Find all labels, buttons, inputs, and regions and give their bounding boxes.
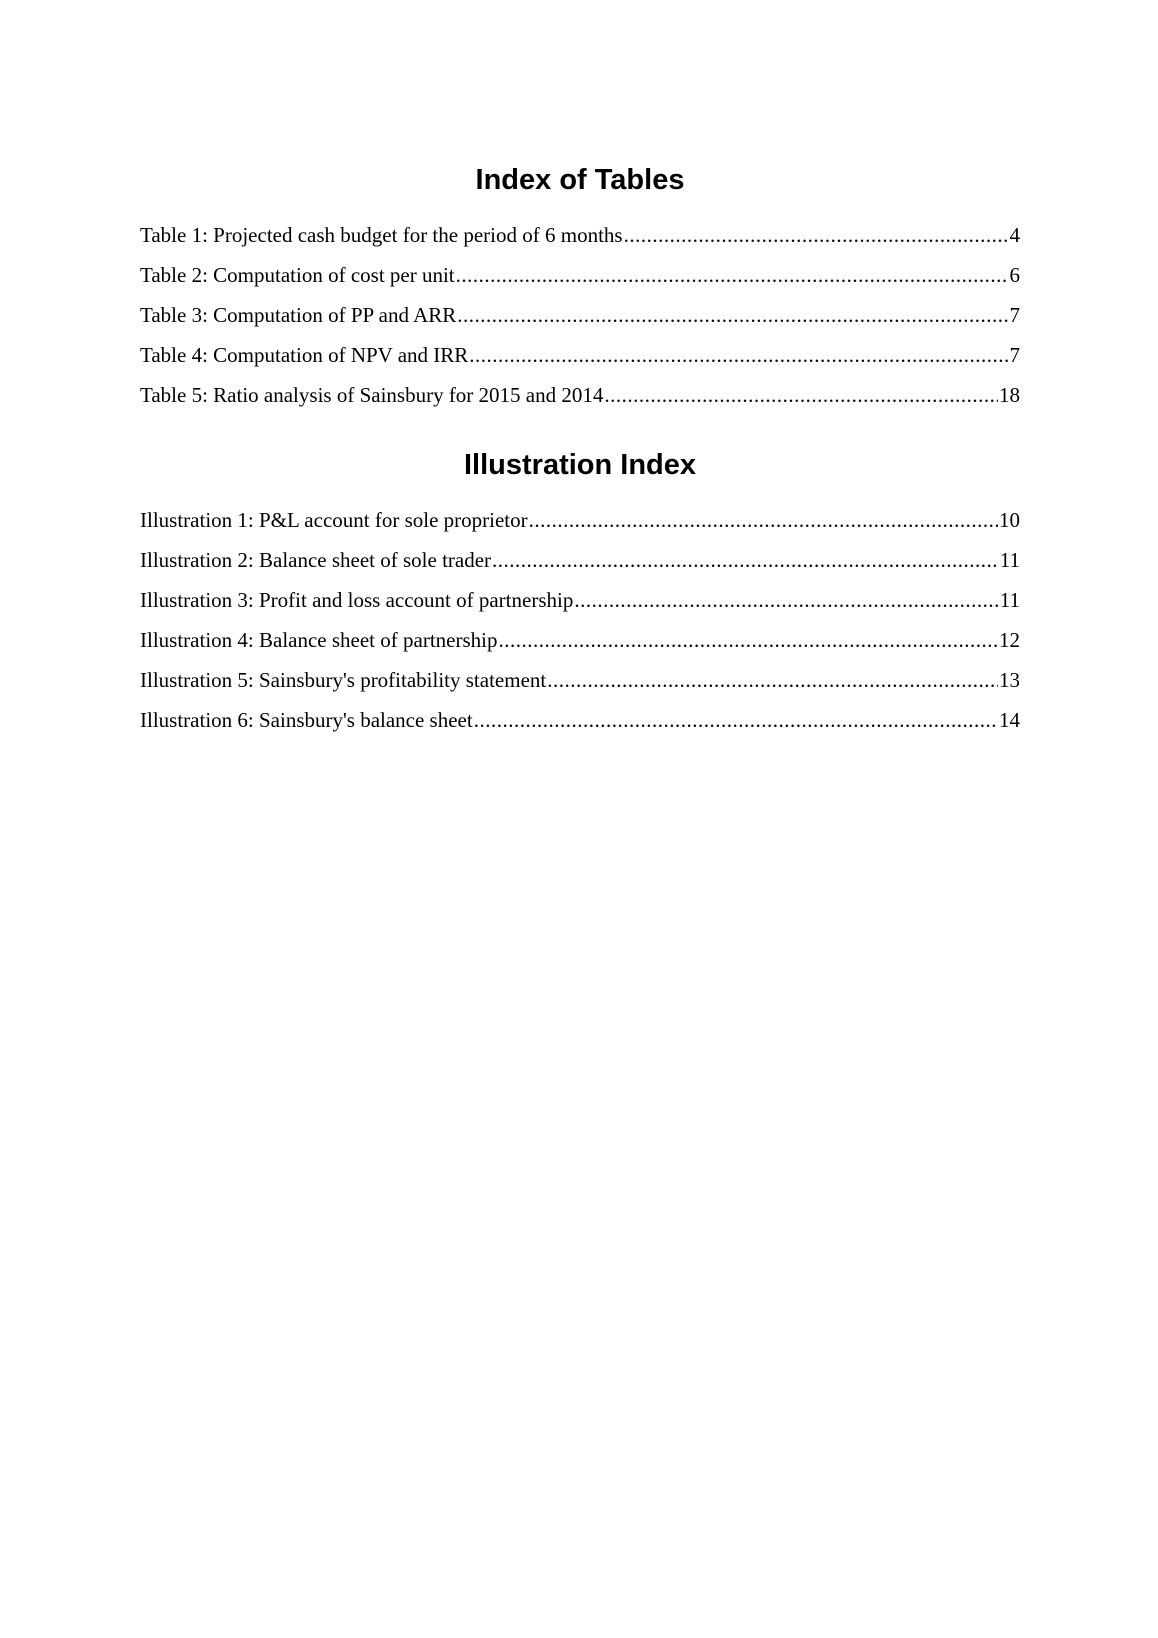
dot-leader bbox=[469, 335, 1008, 375]
entry-label: Illustration 6: Sainsbury's balance sheet bbox=[140, 708, 473, 732]
entry-page-number: 18 bbox=[999, 383, 1020, 407]
entry-label: Table 5: Ratio analysis of Sainsbury for 2015 and 2014 bbox=[140, 383, 604, 407]
illustration-entry-3[interactable] bbox=[140, 580, 1020, 620]
entry-page-number: 12 bbox=[999, 628, 1020, 652]
entry-label: Table 2: Computation of cost per unit bbox=[140, 263, 455, 287]
illustration-index-list bbox=[140, 500, 1020, 740]
dot-leader bbox=[529, 500, 998, 540]
illustration-entry-2[interactable] bbox=[140, 540, 1020, 580]
illustration-entry-4[interactable] bbox=[140, 620, 1020, 660]
table-entry-2[interactable] bbox=[140, 255, 1020, 295]
entry-page-number: 10 bbox=[999, 508, 1020, 532]
dot-leader bbox=[457, 295, 1008, 335]
dot-leader bbox=[604, 375, 998, 415]
table-entry-3[interactable] bbox=[140, 295, 1020, 335]
entry-label: Table 4: Computation of NPV and IRR bbox=[140, 343, 469, 367]
entry-page-number: 4 bbox=[1009, 223, 1020, 247]
entry-label: Table 1: Projected cash budget for the period of 6 months bbox=[140, 223, 623, 247]
dot-leader bbox=[574, 580, 998, 620]
tables-index-list bbox=[140, 215, 1020, 415]
dot-leader bbox=[492, 540, 999, 580]
illustration-entry-6[interactable] bbox=[140, 700, 1020, 740]
entry-page-number: 14 bbox=[999, 708, 1020, 732]
illustration-index-title: Illustration Index bbox=[463, 449, 697, 481]
entry-page-number: 7 bbox=[1009, 303, 1020, 327]
entry-label: Illustration 5: Sainsbury's profitability statement bbox=[140, 668, 547, 692]
table-entry-1[interactable] bbox=[140, 215, 1020, 255]
entry-page-number: 13 bbox=[999, 668, 1020, 692]
entry-label: Table 3: Computation of PP and ARR bbox=[140, 303, 457, 327]
entry-page-number: 6 bbox=[1009, 263, 1020, 287]
document-page bbox=[140, 0, 1020, 740]
entry-label: Illustration 3: Profit and loss account of partnership bbox=[140, 588, 574, 612]
entry-page-number: 11 bbox=[999, 588, 1020, 612]
dot-leader bbox=[547, 660, 998, 700]
table-entry-4[interactable] bbox=[140, 335, 1020, 375]
tables-index-title: Index of Tables bbox=[475, 164, 685, 196]
illustration-entry-5[interactable] bbox=[140, 660, 1020, 700]
table-entry-5[interactable] bbox=[140, 375, 1020, 415]
entry-page-number: 11 bbox=[999, 548, 1020, 572]
dot-leader bbox=[456, 255, 1009, 295]
entry-page-number: 7 bbox=[1009, 343, 1020, 367]
dot-leader bbox=[498, 620, 998, 660]
dot-leader bbox=[474, 700, 998, 740]
entry-label: Illustration 2: Balance sheet of sole trader bbox=[140, 548, 492, 572]
entry-label: Illustration 4: Balance sheet of partnership bbox=[140, 628, 498, 652]
entry-label: Illustration 1: P&L account for sole proprietor bbox=[140, 508, 528, 532]
dot-leader bbox=[624, 215, 1009, 255]
illustration-entry-1[interactable] bbox=[140, 500, 1020, 540]
